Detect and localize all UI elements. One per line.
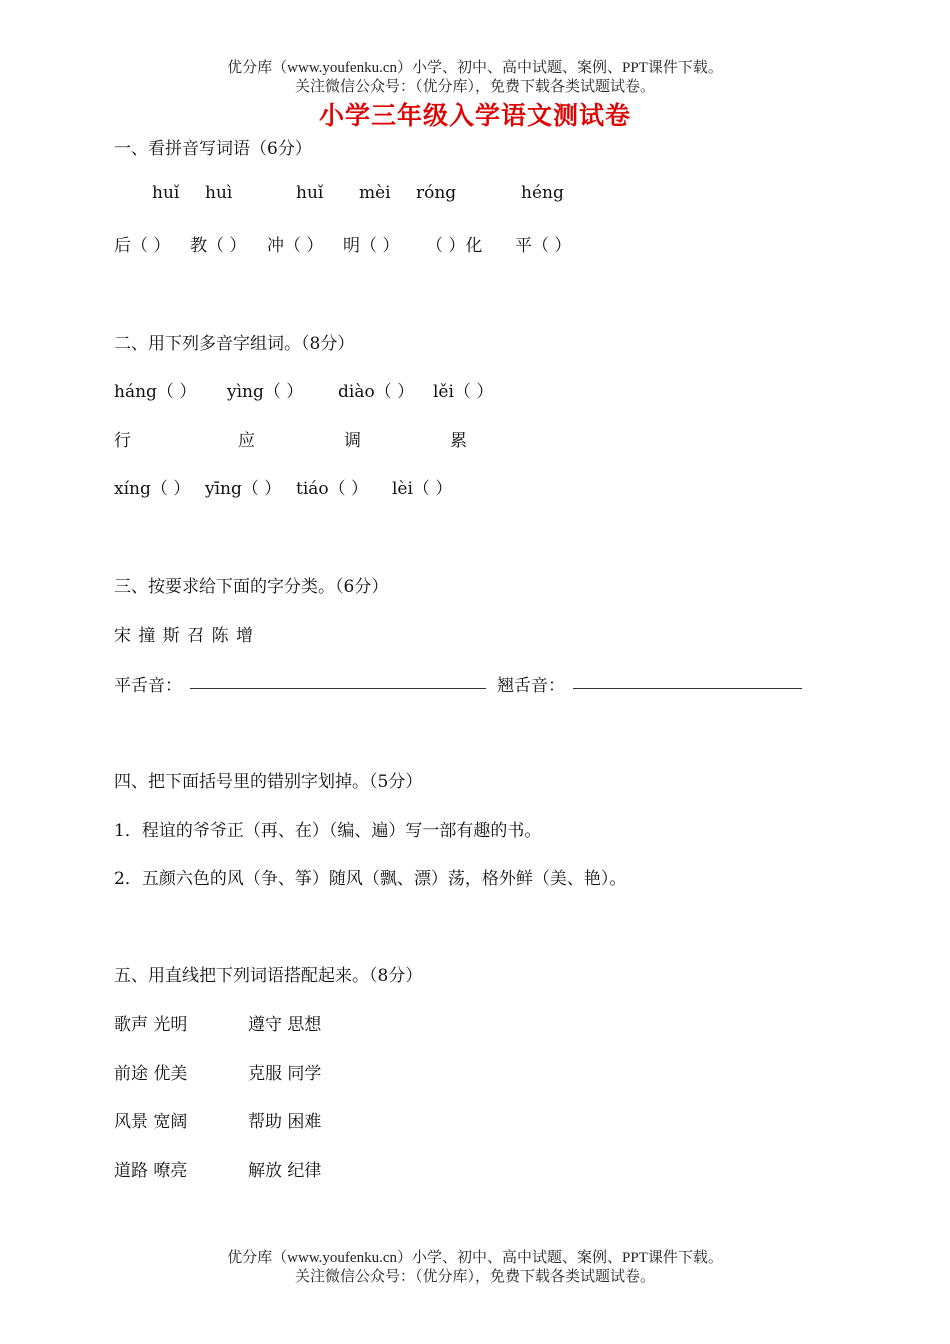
match-word-pair: 道路 嘹亮 bbox=[114, 1161, 188, 1181]
match-word-pair: 风景 宽阔 bbox=[114, 1112, 188, 1132]
match-word-pair: 前途 优美 bbox=[114, 1064, 188, 1084]
section-5-heading: 五、用直线把下列词语搭配起来。（8分） bbox=[114, 966, 423, 986]
answer-line-retroflex[interactable] bbox=[573, 674, 802, 689]
match-word-pair: 歌声 光明 bbox=[114, 1015, 188, 1035]
fill-item: 冲（ ） bbox=[267, 236, 324, 256]
section-4-heading: 四、把下面括号里的错别字划掉。（5分） bbox=[114, 772, 423, 792]
header-line-1: 优分库（www.youfenku.cn）小学、初中、高中试题、案例、PPT课件下载。 bbox=[227, 60, 723, 76]
polyphone-item: yìng（ ） bbox=[227, 382, 304, 402]
polyphone-item: yīng（ ） bbox=[205, 479, 282, 499]
polyphone-item: diào（ ） bbox=[338, 382, 415, 402]
label-flat-tongue: 平舌音： bbox=[114, 676, 182, 696]
polyphone-item: xíng（ ） bbox=[114, 479, 191, 499]
polyphone-item: háng（ ） bbox=[114, 382, 197, 402]
polyphone-char: 应 bbox=[238, 431, 255, 451]
page-title: 小学三年级入学语文测试卷 bbox=[318, 101, 631, 130]
match-word-pair: 解放 纪律 bbox=[248, 1161, 322, 1181]
fill-item: 明（ ） bbox=[343, 236, 400, 256]
fill-item: 平（ ） bbox=[515, 236, 572, 256]
pinyin: héng bbox=[521, 183, 564, 203]
match-word-pair: 遵守 思想 bbox=[248, 1015, 322, 1035]
polyphone-item: lèi（ ） bbox=[392, 479, 453, 499]
fill-item: （ ）化 bbox=[426, 236, 483, 256]
typo-sentence-1: 1．程谊的爷爷正（再、在）（编、遍）写一部有趣的书。 bbox=[114, 821, 542, 841]
pinyin: huǐ bbox=[296, 183, 324, 203]
match-word-pair: 克服 同学 bbox=[248, 1064, 322, 1084]
fill-item: 教（ ） bbox=[190, 236, 247, 256]
section-3-heading: 三、按要求给下面的字分类。（6分） bbox=[114, 577, 389, 597]
polyphone-char: 行 bbox=[114, 431, 131, 451]
polyphone-char: 累 bbox=[450, 431, 467, 451]
fill-item: 后（ ） bbox=[114, 236, 171, 256]
pinyin: róng bbox=[416, 183, 457, 203]
footer-line-2: 关注微信公众号：（优分库），免费下载各类试题试卷。 bbox=[294, 1269, 655, 1285]
pinyin: huǐ bbox=[152, 183, 180, 203]
section-2-heading: 二、用下列多音字组词。（8分） bbox=[114, 334, 355, 354]
footer-line-1: 优分库（www.youfenku.cn）小学、初中、高中试题、案例、PPT课件下载。 bbox=[227, 1250, 723, 1266]
polyphone-item: tiáo（ ） bbox=[296, 479, 369, 499]
header-line-2: 关注微信公众号：（优分库），免费下载各类试题试卷。 bbox=[294, 79, 655, 95]
answer-line-flat-tongue[interactable] bbox=[190, 674, 486, 689]
label-retroflex: 翘舌音： bbox=[497, 676, 565, 696]
polyphone-char: 调 bbox=[344, 431, 361, 451]
classify-chars: 宋 撞 斯 召 陈 增 bbox=[114, 626, 255, 646]
section-1-heading: 一、看拼音写词语（6分） bbox=[114, 139, 312, 159]
pinyin: huì bbox=[205, 183, 233, 203]
typo-sentence-2: 2．五颜六色的风（争、筝）随风（飘、漂）荡，格外鲜（美、艳）。 bbox=[114, 869, 627, 889]
match-word-pair: 帮助 困难 bbox=[248, 1112, 322, 1132]
pinyin: mèi bbox=[359, 183, 391, 203]
polyphone-item: lěi（ ） bbox=[433, 382, 494, 402]
